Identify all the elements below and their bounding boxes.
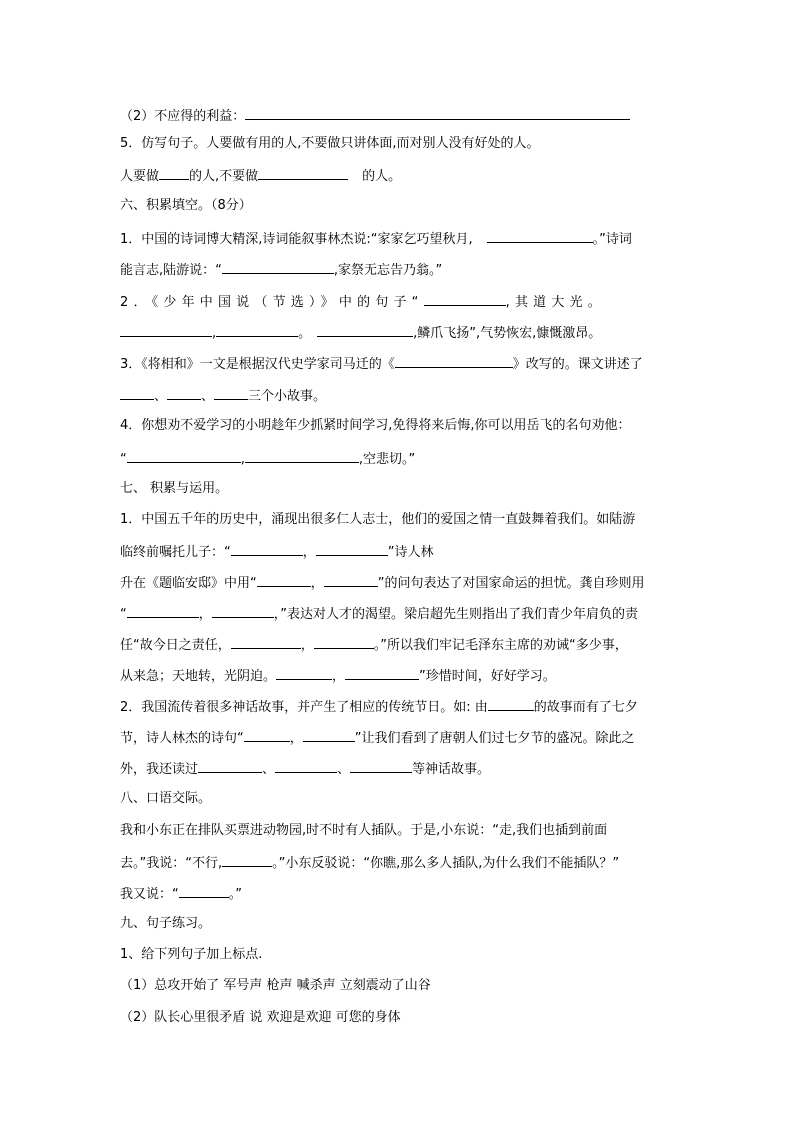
question-text: （1）总攻开始了 军号声 枪声 喊杀声 立刻震动了山谷: [120, 978, 431, 993]
answer-blank[interactable]: [127, 604, 199, 618]
answer-blank[interactable]: [257, 573, 311, 587]
answer-blank[interactable]: [179, 884, 229, 898]
text-segment: 1．中国的诗词博大精深,诗词能叙事林杰说:“家家乞巧望秋月,: [120, 232, 473, 247]
text-segment: 三个小故事。: [248, 389, 327, 404]
question-9-1-item-1: [120, 977, 431, 995]
text-segment: 3．《将相和》一文是根据汉代史学家司马迁的《: [120, 357, 395, 372]
question-6-1: [120, 229, 632, 247]
text-segment: 、: [154, 389, 168, 404]
answer-blank[interactable]: [214, 386, 248, 400]
text-segment: ，”表达对人才的渴望。梁启超先生则指出了我们青少年肩负的责: [273, 607, 639, 622]
answer-blank[interactable]: [244, 728, 290, 742]
answer-blank[interactable]: [120, 323, 212, 337]
text-segment: 。”小东反驳说：“你瞧,那么多人插队,为什么我们不能插队？”: [272, 856, 620, 871]
answer-blank[interactable]: [488, 697, 534, 711]
answer-blank[interactable]: [216, 323, 298, 337]
answer-blank[interactable]: [231, 635, 301, 649]
answer-blank[interactable]: [324, 573, 378, 587]
text-segment: 从来急；天地转，光阴迫。: [120, 669, 277, 684]
question-text: 1．中国五千年的历史中，涌现出很多仁人志士，他们的爱国之情一直鼓舞着我们。如陆游: [120, 512, 636, 527]
question-5: [120, 135, 540, 153]
answer-blank[interactable]: [222, 853, 272, 867]
line-unearned-benefit: [120, 106, 630, 124]
text-segment: 的故事而有了七夕: [533, 700, 638, 715]
question-7-1-cont: [120, 666, 556, 684]
text-segment: 2．我国流传着很多神话故事，并产生了相应的传统节日。如: 由: [120, 700, 488, 715]
text-segment: 、: [337, 762, 351, 777]
question-7-2-cont: [120, 759, 490, 777]
answer-blank[interactable]: [167, 386, 201, 400]
section-9-heading: [120, 915, 211, 933]
answer-blank[interactable]: [127, 449, 241, 463]
answer-blank[interactable]: [231, 542, 303, 556]
dialogue-intro: [120, 822, 607, 840]
section-heading: 九、句子练习。: [120, 916, 212, 931]
text-segment: 。: [298, 326, 312, 341]
answer-blank[interactable]: [317, 323, 413, 337]
question-text: 1、给下列句子加上标点.: [120, 947, 263, 962]
text-segment: 的人。: [362, 169, 402, 184]
question-6-2-cont: [120, 323, 601, 341]
answer-blank[interactable]: [222, 260, 334, 274]
text-segment: ,鳞爪飞扬”,气势恢宏,慷慨激昂。: [413, 326, 602, 341]
question-7-1-cont: [120, 542, 434, 560]
question-9-1-item-2: [120, 1009, 401, 1027]
text-segment: 外，我还读过: [120, 762, 199, 777]
text-segment: 的人,不要做: [189, 169, 259, 184]
answer-blank[interactable]: [245, 106, 630, 120]
text-segment: 、: [262, 762, 276, 777]
text-segment: ，: [300, 638, 314, 653]
answer-blank[interactable]: [120, 386, 154, 400]
question-6-3-cont: [120, 386, 326, 404]
section-8-heading: [120, 790, 211, 808]
dialogue-cont: [120, 853, 619, 871]
text-segment: ”诗人林: [387, 545, 434, 560]
text-segment: 任“故今日之责任，: [120, 638, 231, 653]
text-segment: 我又说：“: [120, 887, 179, 902]
text-segment: 临终前嘱托儿子：“: [120, 545, 231, 560]
text-segment: ”珍惜时间，好好学习。: [419, 669, 556, 684]
answer-blank[interactable]: [303, 728, 355, 742]
answer-blank[interactable]: [159, 166, 189, 180]
answer-blank[interactable]: [258, 166, 348, 180]
text-segment: ，: [332, 669, 346, 684]
question-text: （2）队长心里很矛盾 说 欢迎是欢迎 可您的身体: [120, 1010, 401, 1025]
question-text: 4．你想劝不爱学习的小明趁年少抓紧时间学习,免得将来后悔,你可以用岳飞的名句劝他：: [120, 418, 631, 433]
text-segment: 2．《少年中国说（节选）》中的句子“: [120, 295, 424, 310]
section-6-heading: [120, 197, 252, 215]
question-6-4-answer: [120, 449, 415, 467]
answer-blank[interactable]: [424, 292, 506, 306]
text-segment: 节，诗人林杰的诗句“: [120, 731, 244, 746]
answer-blank[interactable]: [350, 759, 412, 773]
question-7-1: [120, 511, 635, 529]
answer-blank[interactable]: [487, 229, 593, 243]
question-6-2: [120, 292, 606, 310]
section-heading: 八、口语交际。: [120, 791, 212, 806]
dialogue-answer: [120, 884, 242, 902]
answer-blank[interactable]: [198, 759, 262, 773]
text-segment: 、: [201, 389, 215, 404]
answer-blank[interactable]: [212, 604, 274, 618]
text-segment: ，: [198, 607, 212, 622]
text-segment: ,空悲切。”: [358, 452, 416, 467]
text-segment: ”让我们看到了唐朝人们过七夕节的盛况。除此之: [354, 731, 635, 746]
question-text: 我和小东正在排队买票进动物园,时不时有人插队。于是,小东说：“走,我们也插到前面: [120, 823, 608, 838]
answer-blank[interactable]: [245, 449, 359, 463]
question-6-3: [120, 354, 643, 372]
text-segment: 。”诗词: [592, 232, 632, 247]
answer-blank[interactable]: [316, 542, 388, 556]
section-heading: 七、 积累与运用。: [120, 481, 229, 496]
text-segment: 》改写的。课文讲述了: [512, 357, 643, 372]
question-7-1-cont: [120, 635, 628, 653]
text-segment: ，: [310, 576, 324, 591]
answer-blank[interactable]: [275, 759, 337, 773]
section-heading: 六、积累填空。（8分）: [120, 198, 252, 213]
text-segment: 。”: [228, 887, 242, 902]
question-text: （2）不应得的利益：: [120, 109, 246, 124]
answer-blank[interactable]: [314, 635, 374, 649]
text-segment: 等神话故事。: [412, 762, 491, 777]
text-segment: 人要做: [120, 169, 160, 184]
text-segment: ,其道大光。: [505, 295, 606, 310]
text-segment: “: [120, 607, 127, 622]
text-segment: 去。”我说：“不行,: [120, 856, 223, 871]
question-7-2: [120, 697, 638, 715]
question-7-2-cont: [120, 728, 635, 746]
question-6-4: [120, 417, 631, 435]
text-segment: 升在《题临安邸》中用“: [120, 576, 257, 591]
question-9-1: [120, 946, 262, 964]
question-text: 5．仿写句子。人要做有用的人,不要做只讲体面,而对别人没有好处的人。: [120, 136, 540, 151]
question-7-1-cont: [120, 573, 645, 591]
answer-blank[interactable]: [276, 666, 332, 680]
question-6-1-cont: [120, 260, 442, 278]
text-segment: 。”所以我们牢记毛泽东主席的劝诫“多少事，: [373, 638, 628, 653]
answer-blank[interactable]: [395, 354, 513, 368]
text-segment: ，: [302, 545, 316, 560]
question-7-1-cont: [120, 604, 638, 622]
text-segment: ”的问句表达了对国家命运的担忧。龚自珍则用: [377, 576, 645, 591]
text-segment: 能言志,陆游说：“: [120, 263, 222, 278]
text-segment: “: [120, 452, 127, 467]
text-segment: ,: [212, 326, 217, 341]
text-segment: ,: [240, 452, 245, 467]
text-segment: ,家祭无忘告乃翁。”: [333, 263, 443, 278]
imitation-sentence: [120, 166, 401, 184]
text-segment: ，: [289, 731, 303, 746]
answer-blank[interactable]: [345, 666, 419, 680]
section-7-heading: [120, 480, 228, 498]
